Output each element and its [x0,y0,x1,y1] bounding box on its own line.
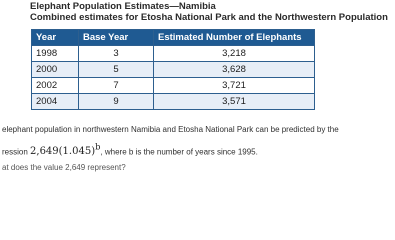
problem-paragraph: elephant population in northwestern Namibia and Etosha National Park can be predicted by the [2,125,339,134]
cell-base-year: 9 [79,94,154,110]
column-header-base-year: Base Year [79,30,154,46]
table-header-row [32,30,315,46]
cell-year: 2002 [32,78,79,94]
cell-estimated-elephants: 3,218 [154,46,315,62]
expression-prefix: ression [2,147,28,157]
cell-estimated-elephants: 3,571 [154,94,315,110]
table-row [32,46,315,62]
page-title: Elephant Population Estimates—Namibia [30,1,216,12]
cell-base-year: 7 [79,78,154,94]
cell-estimated-elephants: 3,721 [154,78,315,94]
expression-suffix: , where b is the number of years since 1995. [100,147,258,157]
column-header-estimated-elephants: Estimated Number of Elephants [154,30,315,46]
cell-base-year: 5 [79,62,154,78]
elephant-population-table [31,29,315,110]
cell-base-year: 3 [79,46,154,62]
formula-exponent: b [95,142,101,152]
page-subtitle: Combined estimates for Etosha National Park and the Northwestern Population [30,12,388,23]
expression-line [2,141,394,158]
column-header-year: Year [32,30,79,46]
table-row [32,78,315,94]
question-text: at does the value 2,649 represent? [2,163,126,172]
cell-year: 2000 [32,62,79,78]
cell-year: 1998 [32,46,79,62]
cell-year: 2004 [32,94,79,110]
model-formula [30,142,101,158]
table-row [32,94,315,110]
formula-base: 2,649(1.045) [30,146,96,158]
cell-estimated-elephants: 3,628 [154,62,315,78]
table-row [32,62,315,78]
